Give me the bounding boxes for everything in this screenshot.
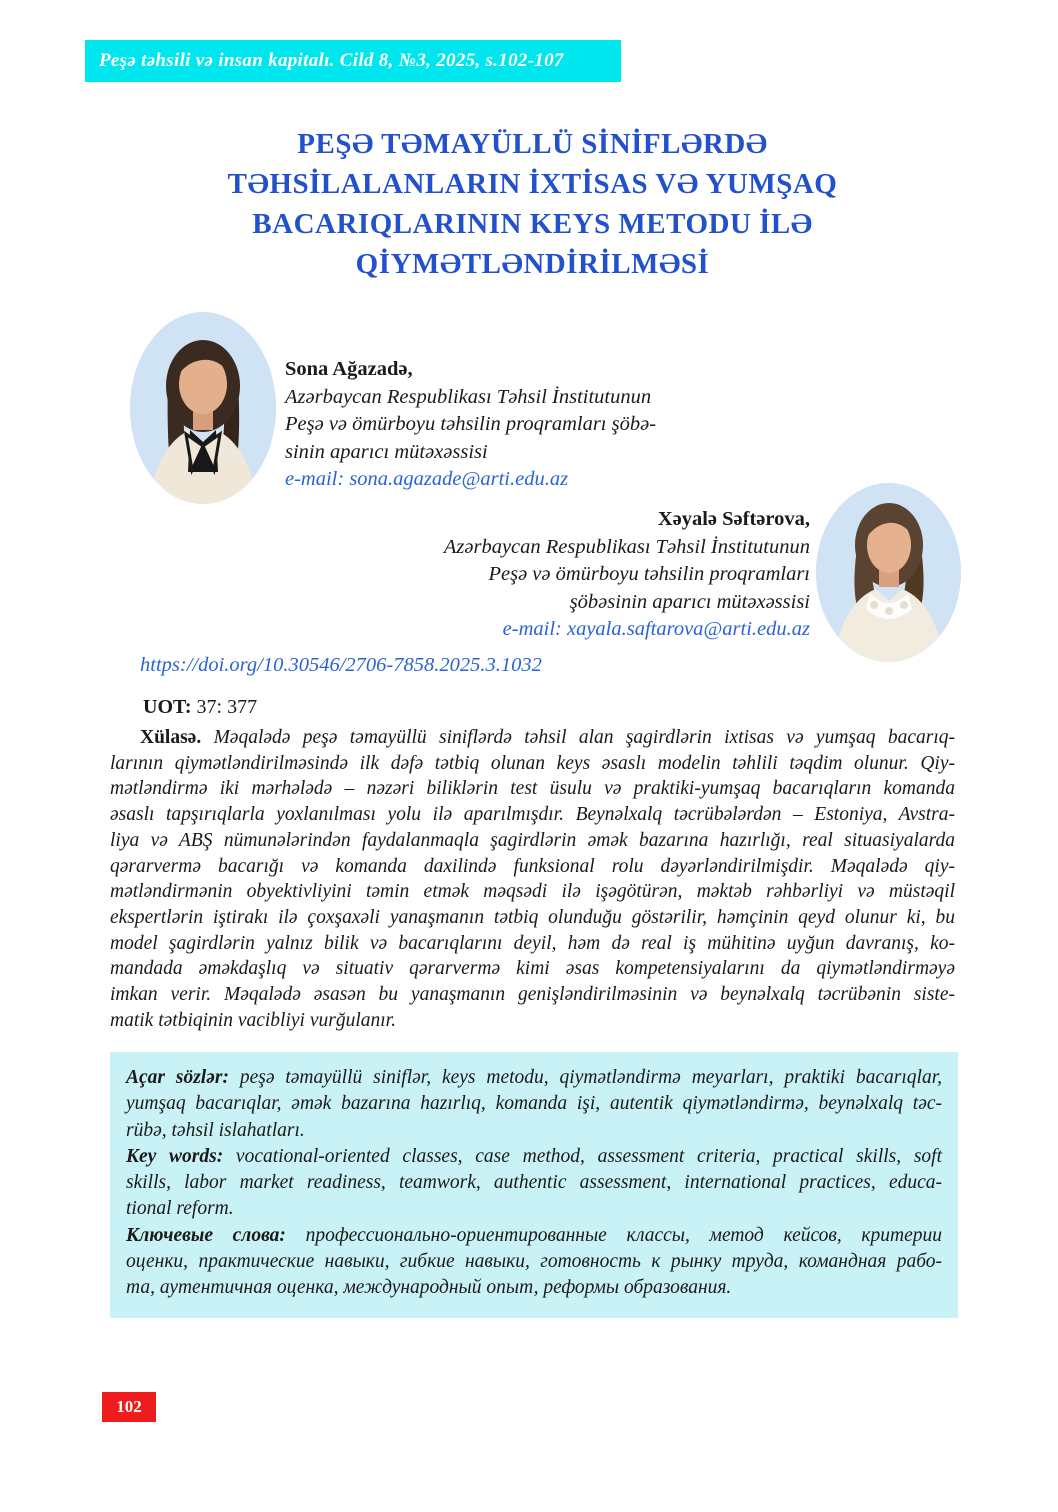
abstract-line: imkan verir. Məqalədə əsasən bu yanaşmanın genişləndirilməsinin və beynəlxalq təcrübənin siste- bbox=[110, 984, 955, 1006]
portrait-illustration bbox=[130, 312, 276, 504]
keywords-ru-line: та, аутентичная оценка, международный опыт, реформы образования. bbox=[126, 1277, 732, 1299]
author-block-sona-agazade bbox=[285, 356, 725, 494]
keywords-en-first-line bbox=[126, 1144, 942, 1170]
author-affiliation-line: Azərbaycan Respublikası Təhsil İnstitutunun bbox=[285, 385, 652, 408]
keywords-az-label: Açar sözlər: bbox=[126, 1067, 229, 1088]
article-title bbox=[100, 124, 965, 284]
author-photo-xayala-saftarova bbox=[816, 483, 961, 662]
abstract-first-line-text: Məqalədə peşə təmayüllü siniflərdə təhsil alan şagirdlərin ixtisas və yumşaq bacarıq- bbox=[213, 727, 955, 748]
uot-value: 37: 377 bbox=[196, 696, 258, 718]
article-title-line: QİYMƏTLƏNDİRİLMƏSİ bbox=[355, 248, 710, 280]
keywords-russian bbox=[126, 1223, 942, 1302]
author-email-link[interactable]: e-mail: sona.agazade@arti.edu.az bbox=[285, 468, 569, 490]
author-name: Sona Ağazadə, bbox=[285, 358, 413, 380]
author-affiliation-line: sinin aparıcı mütəxəssisi bbox=[285, 440, 488, 463]
keywords-box bbox=[110, 1052, 958, 1318]
keywords-en-line: tional reform. bbox=[126, 1198, 234, 1220]
abstract-line: qərarvermə bacarığı və komanda daxilində funksional rolu dəyərləndirilmişdir. Məqalədə qiy- bbox=[110, 855, 955, 877]
abstract-line: əsaslı tapşırıqlarla yoxlanılması yolu ilə aparılmışdır. Beynəlxalq təcrübələrdən – Estoniya, Avstra- bbox=[110, 804, 955, 826]
abstract-line: larının qiymətləndirilməsində ilk dəfə tətbiq olunan keys əsaslı modelin təhlili təqdim olunur. Qiy- bbox=[110, 752, 955, 774]
uot-line bbox=[143, 696, 257, 719]
uot-label: UOT: bbox=[143, 696, 192, 718]
keywords-en-text: vocational-oriented classes, case method, assessment criteria, practical skills, soft bbox=[235, 1145, 943, 1167]
doi-link[interactable]: https://doi.org/10.30546/2706-7858.2025.3.1032 bbox=[140, 654, 542, 676]
abstract-label: Xülasə. bbox=[140, 727, 202, 748]
author-name: Xəyalə Səftərova, bbox=[657, 508, 810, 530]
keywords-english bbox=[126, 1144, 942, 1223]
portrait-illustration bbox=[816, 483, 961, 662]
abstract-section bbox=[110, 725, 955, 1033]
keywords-ru-line: оценки, практические навыки, гибкие навыки, готовность к рынку труда, командная рабо- bbox=[126, 1251, 942, 1273]
author-affiliation-line: Azərbaycan Respublikası Təhsil İnstitutunun bbox=[443, 535, 810, 558]
article-title-line: BACARIQLARININ KEYS METODU İLƏ bbox=[252, 208, 813, 240]
author-photo-sona-agazade bbox=[130, 312, 276, 504]
abstract-line: mətləndirmə iki mərhələdə – nəzəri biliklərin test üsulu və praktiki-yumşaq bacarıqların komanda bbox=[110, 778, 955, 800]
keywords-az-text: peşə təmayüllü siniflər, keys metodu, qiymətləndirmə meyarları, praktiki bacarıqlar, bbox=[239, 1067, 942, 1088]
abstract-line: ekspertlərin iştirakı ilə çoxşaxəli yanaşmanın tətbiq olunduğu göstərilir, həmçinin qeyd olunur ki, bu bbox=[110, 906, 955, 928]
abstract-line: model şagirdlərin yalnız bilik və bacarıqlarını deyil, həm də real iş mühitinə uyğun davranış, ko- bbox=[110, 932, 955, 954]
abstract-line: matik tətbiqinin vacibliyi vurğulanır. bbox=[110, 1009, 396, 1031]
author-affiliation-line: Peşə və ömürboyu təhsilin proqramları bbox=[488, 563, 810, 585]
abstract-first-line bbox=[110, 725, 955, 751]
author-email-link[interactable]: e-mail: xayala.saftarova@arti.edu.az bbox=[502, 618, 810, 640]
keywords-en-line: skills, labor market readiness, teamwork, authentic assessment, international practices, educa- bbox=[126, 1172, 942, 1194]
abstract-line: mandada əməkdaşlıq və situativ qərarvermə kimi əsas kompetensiyalarını da qiymətləndirməyə bbox=[110, 958, 955, 980]
keywords-ru-first-line bbox=[126, 1223, 942, 1249]
abstract-line: liya və ABŞ nümunələrindən faydalanmaqla şagirdlərin əmək bazarına hazırlığı, real situasiyalarda bbox=[110, 829, 955, 851]
journal-banner: Peşə təhsili və insan kapitalı. Cild 8, №3, 2025, s.102-107 bbox=[85, 40, 621, 82]
keywords-az-first-line bbox=[126, 1065, 942, 1091]
keywords-ru-text: профессионально-ориентированные классы, метод кейсов, критерии bbox=[305, 1224, 943, 1246]
author-block-xayala-saftarova bbox=[370, 506, 810, 644]
keywords-en-label: Key words: bbox=[126, 1145, 224, 1167]
keywords-azerbaijani bbox=[126, 1065, 942, 1144]
abstract-line: mətləndirmənin obyektivliyini təmin etmək məqsədi ilə işəgötürən, məktəb rəhbərliyi və müstəqil bbox=[110, 881, 955, 903]
author-affiliation-line: şöbəsinin aparıcı mütəxəssisi bbox=[569, 590, 810, 613]
page-number-badge: 102 bbox=[102, 1392, 156, 1422]
keywords-ru-label: Ключевые слова: bbox=[126, 1224, 286, 1246]
keywords-az-line: rübə, təhsil islahatları. bbox=[126, 1119, 305, 1141]
author-affiliation-line: Peşə və ömürboyu təhsilin proqramları şöbə- bbox=[285, 413, 657, 435]
article-title-line: PEŞƏ TƏMAYÜLLÜ SİNİFLƏRDƏ bbox=[297, 128, 768, 160]
keywords-az-line: yumşaq bacarıqlar, əmək bazarına hazırlıq, komanda işi, autentik qiymətləndirmə, beynəlxalq təc- bbox=[126, 1093, 942, 1115]
article-title-line: TƏHSİLALANLARIN İXTİSAS VƏ YUMŞAQ bbox=[227, 168, 838, 200]
